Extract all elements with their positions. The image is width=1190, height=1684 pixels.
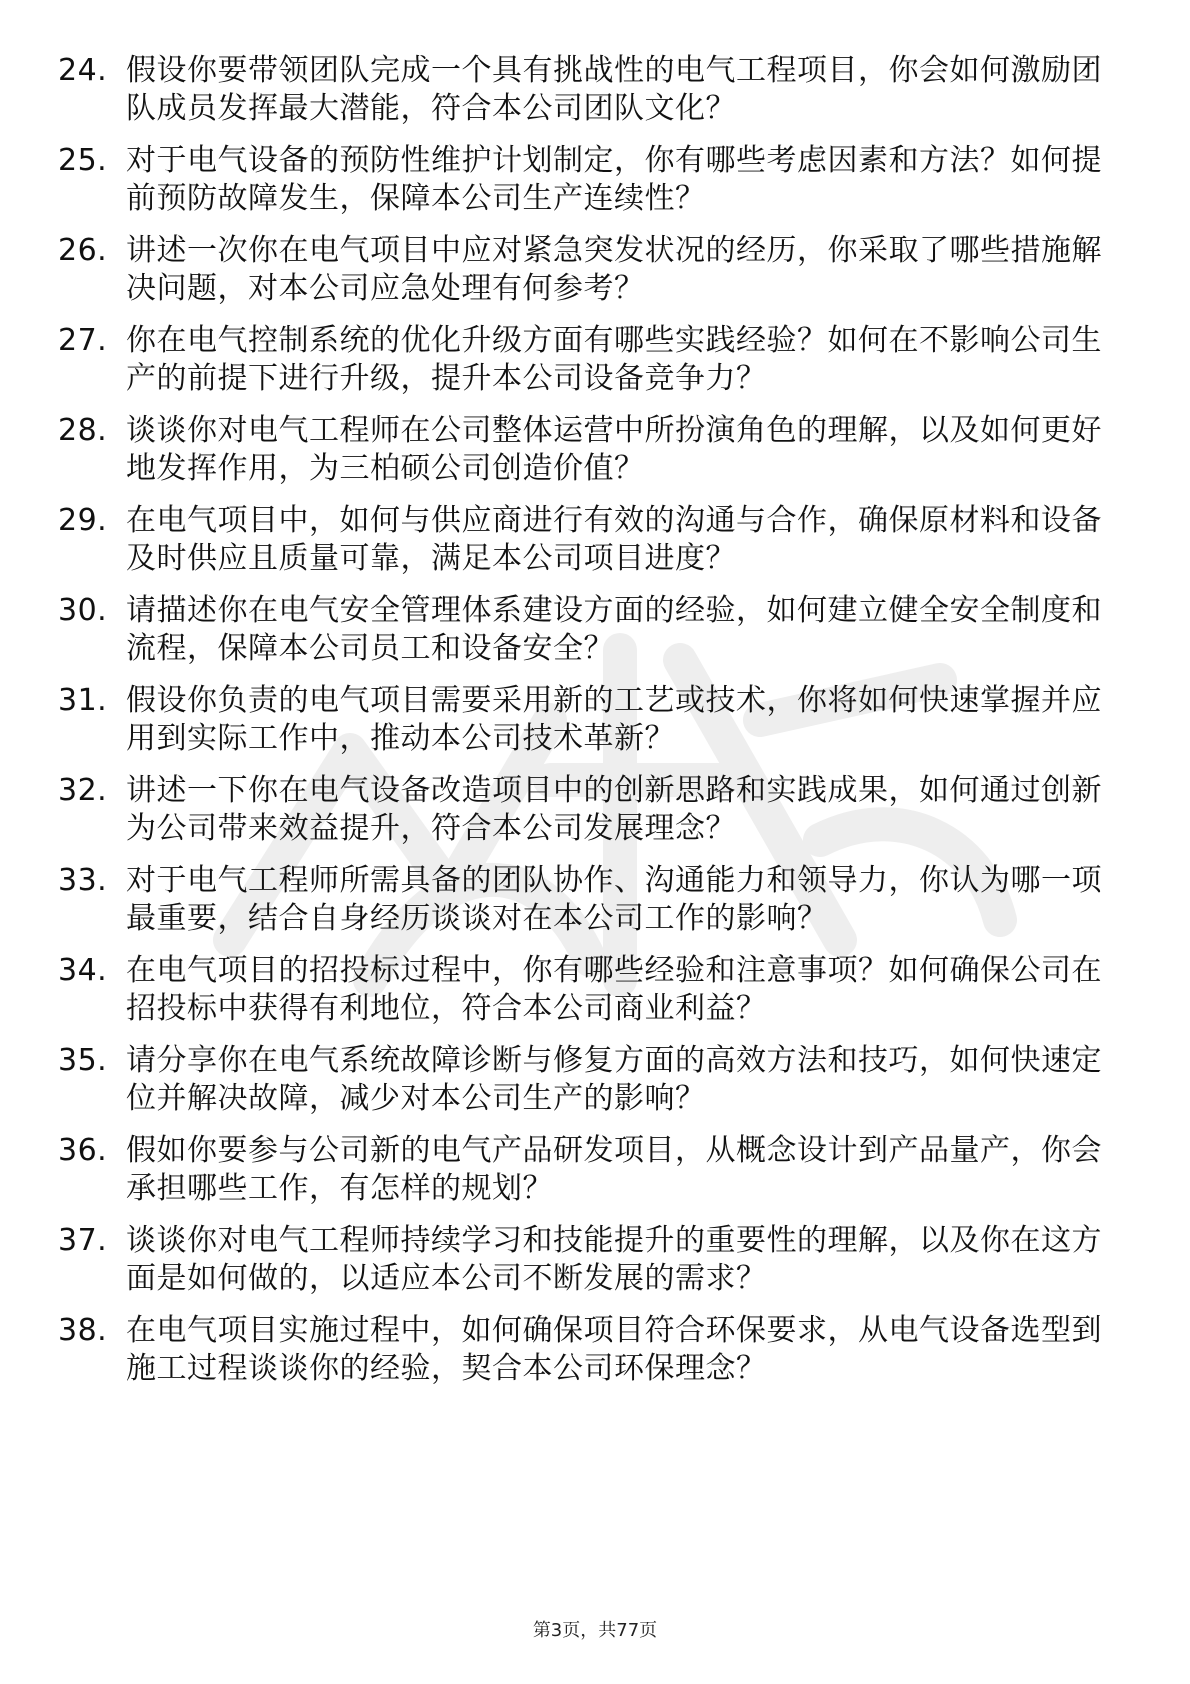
question-item bbox=[58, 592, 1138, 668]
question-number: 30. bbox=[58, 593, 108, 628]
question-text: 假设你负责的电气项目需要采用新的工艺或技术，你将如何快速掌握并应用到实际工作中，推动本公司技术革新？ bbox=[126, 683, 1102, 756]
question-number: 34. bbox=[58, 953, 108, 988]
question-number: 36. bbox=[58, 1133, 108, 1168]
question-number: 27. bbox=[58, 323, 108, 358]
question-item bbox=[58, 502, 1138, 578]
question-item bbox=[58, 142, 1138, 218]
question-item bbox=[58, 1042, 1138, 1118]
question-text: 在电气项目的招投标过程中，你有哪些经验和注意事项？如何确保公司在招投标中获得有利地位，符合本公司商业利益？ bbox=[126, 953, 1102, 1026]
question-text: 请分享你在电气系统故障诊断与修复方面的高效方法和技巧，如何快速定位并解决故障，减少对本公司生产的影响？ bbox=[126, 1043, 1102, 1116]
question-text: 你在电气控制系统的优化升级方面有哪些实践经验？如何在不影响公司生产的前提下进行升级，提升本公司设备竞争力？ bbox=[126, 323, 1102, 396]
question-text: 谈谈你对电气工程师在公司整体运营中所扮演角色的理解，以及如何更好地发挥作用，为三柏硕公司创造价值？ bbox=[126, 413, 1102, 486]
question-number: 35. bbox=[58, 1043, 108, 1078]
page-footer: 第3页，共77页 bbox=[532, 1620, 658, 1641]
question-number: 28. bbox=[58, 413, 108, 448]
question-text: 在电气项目实施过程中，如何确保项目符合环保要求，从电气设备选型到施工过程谈谈你的经验，契合本公司环保理念？ bbox=[126, 1313, 1102, 1386]
question-text: 假设你要带领团队完成一个具有挑战性的电气工程项目，你会如何激励团队成员发挥最大潜能，符合本公司团队文化？ bbox=[126, 53, 1102, 126]
question-list bbox=[58, 52, 1138, 1402]
question-number: 31. bbox=[58, 683, 108, 718]
question-number: 37. bbox=[58, 1223, 108, 1258]
question-text: 在电气项目中，如何与供应商进行有效的沟通与合作，确保原材料和设备及时供应且质量可靠，满足本公司项目进度？ bbox=[126, 503, 1102, 576]
question-number: 24. bbox=[58, 53, 108, 88]
question-item bbox=[58, 1312, 1138, 1388]
question-text: 对于电气工程师所需具备的团队协作、沟通能力和领导力，你认为哪一项最重要，结合自身经历谈谈对在本公司工作的影响？ bbox=[126, 863, 1102, 936]
question-number: 38. bbox=[58, 1313, 108, 1348]
question-item bbox=[58, 1132, 1138, 1208]
question-item bbox=[58, 952, 1138, 1028]
question-text: 假如你要参与公司新的电气产品研发项目，从概念设计到产品量产，你会承担哪些工作，有怎样的规划？ bbox=[126, 1133, 1102, 1206]
question-number: 25. bbox=[58, 143, 108, 178]
question-item bbox=[58, 232, 1138, 308]
question-text: 讲述一次你在电气项目中应对紧急突发状况的经历，你采取了哪些措施解决问题，对本公司应急处理有何参考？ bbox=[126, 233, 1102, 306]
question-number: 33. bbox=[58, 863, 108, 898]
question-text: 谈谈你对电气工程师持续学习和技能提升的重要性的理解，以及你在这方面是如何做的，以适应本公司不断发展的需求？ bbox=[126, 1223, 1102, 1296]
question-item bbox=[58, 1222, 1138, 1298]
question-item bbox=[58, 862, 1138, 938]
question-number: 32. bbox=[58, 773, 108, 808]
question-number: 29. bbox=[58, 503, 108, 538]
question-item bbox=[58, 682, 1138, 758]
question-text: 对于电气设备的预防性维护计划制定，你有哪些考虑因素和方法？如何提前预防故障发生，保障本公司生产连续性？ bbox=[126, 143, 1102, 216]
question-item bbox=[58, 772, 1138, 848]
question-text: 讲述一下你在电气设备改造项目中的创新思路和实践成果，如何通过创新为公司带来效益提升，符合本公司发展理念？ bbox=[126, 773, 1102, 846]
question-item bbox=[58, 322, 1138, 398]
question-text: 请描述你在电气安全管理体系建设方面的经验，如何建立健全安全制度和流程，保障本公司员工和设备安全？ bbox=[126, 593, 1102, 666]
question-item bbox=[58, 52, 1138, 128]
question-item bbox=[58, 412, 1138, 488]
question-number: 26. bbox=[58, 233, 108, 268]
